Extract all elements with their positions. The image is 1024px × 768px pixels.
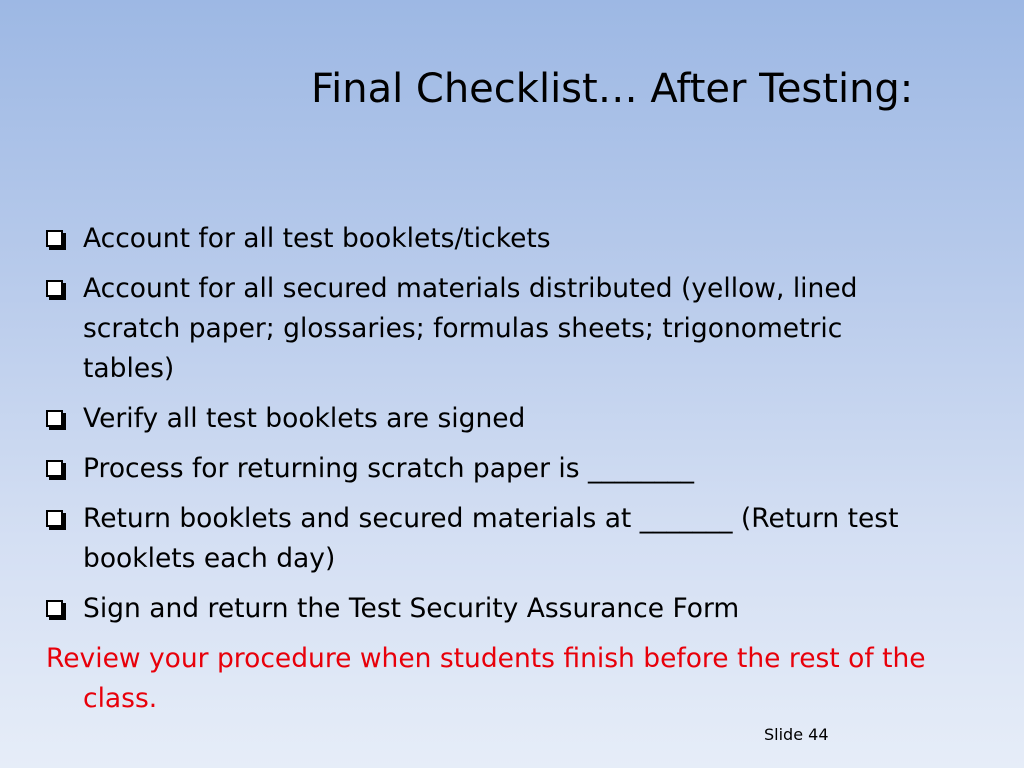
slide-title: Final Checklist… After Testing: bbox=[311, 66, 914, 112]
checklist-item-text: Process for returning scratch paper is ________ bbox=[83, 453, 695, 484]
checklist-item-text: Account for all secured materials distributed (yellow, lined scratch paper; glossaries; formulas sheets; trigonometric tables) bbox=[83, 273, 858, 384]
checkbox-icon bbox=[46, 230, 63, 247]
checklist-item-text: Account for all test booklets/tickets bbox=[83, 223, 551, 254]
checklist-item bbox=[46, 219, 926, 259]
checklist-item-text: Verify all test booklets are signed bbox=[83, 403, 526, 434]
checklist-item bbox=[46, 499, 926, 579]
checklist-item bbox=[46, 589, 926, 629]
checklist-item bbox=[46, 449, 926, 489]
checkbox-icon bbox=[46, 600, 63, 617]
procedure-note: Review your procedure when students finish before the rest of the class. bbox=[46, 643, 926, 714]
checklist-item-text: Return booklets and secured materials at _______ (Return test booklets each day) bbox=[83, 503, 899, 574]
slide-number: Slide 44 bbox=[764, 725, 829, 744]
checkbox-icon bbox=[46, 510, 63, 527]
checklist-item bbox=[46, 399, 926, 439]
checkbox-icon bbox=[46, 460, 63, 477]
checkbox-icon bbox=[46, 280, 63, 297]
checklist bbox=[46, 219, 926, 639]
checkbox-icon bbox=[46, 410, 63, 427]
checklist-item-text: Sign and return the Test Security Assurance Form bbox=[83, 593, 740, 624]
checklist-item bbox=[46, 269, 926, 389]
